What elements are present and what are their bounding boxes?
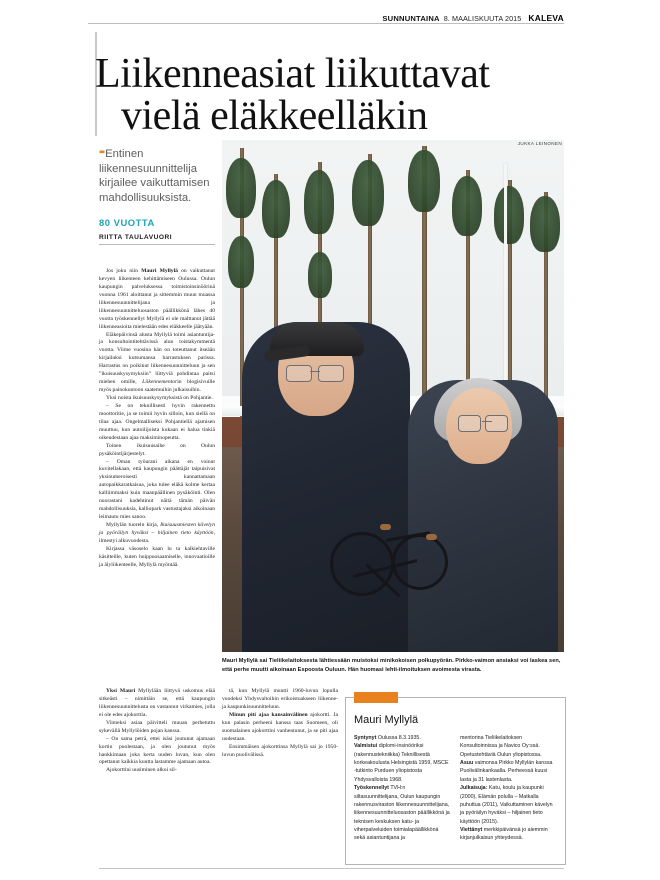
body-column-2: [222, 688, 338, 759]
masthead: [88, 7, 564, 23]
paragraph: Yksi noista ikuisuuskysymyksistä on Pohjantie.: [106, 395, 213, 401]
factbox-column-right: [460, 734, 557, 843]
tree-canopy: [262, 180, 290, 238]
tree-canopy: [408, 150, 440, 212]
masthead-rule: [88, 23, 564, 24]
page-title: [95, 51, 565, 139]
article-rail: [99, 146, 215, 244]
article-photo: [222, 140, 564, 652]
standfirst-text: Entinen liikennesuunnittelija kirjailee vaikuttamisen mahdollisuuksista.: [99, 148, 210, 205]
tree-canopy: [494, 186, 524, 244]
photo-credit: JUKKA LEINONEN: [517, 141, 562, 146]
tree-canopy: [228, 236, 254, 288]
paragraph: Julkaisuja: Katu, koulu ja kaupunki (2000), Elämän polulla – Matkalla puhuttua (2011), Vaikuttaminen kävelyn ja pyöräilyn hyväksi – hiljainen tieto käyttöön (2015).: [460, 785, 553, 825]
body-column-1-lower: [99, 688, 215, 775]
section-kicker: 80 VUOTTA: [99, 216, 155, 228]
paragraph: Asuu vaimonsa Pirkko Myllylän kanssa Puolivälinkankaalla. Perheessä kuusi lasta ja 31 lastenlasta.: [460, 760, 553, 783]
tree-canopy: [308, 252, 332, 298]
tree-canopy: [452, 176, 482, 236]
miniature-bicycle: [330, 490, 448, 596]
bicycle-wheel: [330, 532, 394, 596]
man-flat-cap: [270, 322, 364, 356]
paragraph: mentorina Tieliikelaitoksen Konsultoinnissa ja Navico Oy:ssä. Opetustehtäviä Oulun yliopistossa.: [460, 735, 542, 758]
paragraph: Ajokorttini uusiminen alkoi sil-: [106, 767, 177, 774]
paragraph: Valmistui diplomi-insinööriksi (rakennustekniikka) Teknillisestä korkeakoulusta Helsingistä 1959, MSCE -tutkinto Purduen yliopistosta Yhdysvalloista 1968.: [354, 743, 449, 783]
factbox-columns: [354, 734, 557, 843]
factbox-marker: [354, 692, 398, 703]
paragraph: tä, kun Myllylä muutti 1960-luvun lopulla vuodeksi Yhdysvaltoihin erikoistuakseen liikenne- ja kaupunkisuunnitteluun.: [222, 688, 338, 710]
woman-glasses-icon: [458, 415, 508, 430]
factbox-column-left: [354, 734, 451, 843]
masthead-day: SUNNUNTAINA: [382, 14, 440, 23]
paragraph: Viimeksi asiaa päivitteli muuan perhetuttu sykevällä Myllylöiden pojan kanssa.: [99, 719, 215, 734]
tree-canopy: [304, 170, 334, 234]
paragraph: Kirjassa väsoselo kaan lu ta kalkiehtaville käsitteille, kuten huippuosaamiselle, innovaatioille ja älyliikenteelle, Myllylä myöntää.: [99, 545, 215, 568]
masthead-date: 8. MAALISKUUTA 2015: [443, 14, 522, 23]
paragraph: – On sama peträ, ettei isäsi joutunut ajamaan kortin puolestaan, ja olen joutunut myös hankkimaan joka kerta uuden luvan, kun olen opettanut kaikkia kuutta lastamme ajamaan autoa.: [99, 735, 215, 766]
factbox: [345, 697, 566, 865]
body-column-1: [99, 268, 215, 570]
paragraph: Ensimmäisen ajokorttinsa Myllylä sai jo 1950-luvun puolivälissä.: [222, 743, 338, 758]
tree-canopy: [530, 196, 560, 252]
paragraph: Yksi Mauri Myllylään liittyvä uskomus elää sitkeästi – nimittäin se, että kaupungin liikennesuunnittelusta on vastannut virkamies, jolla ei ole edes ajokorttia.: [99, 688, 215, 718]
bicycle-grip: [380, 524, 391, 530]
paragraph: – Se on teknillisesti hyvin rakennettu moottoritie, ja se toimii hyvin silloin, kun siellä on tilaa ajaa. Ongelmalliseksi Pohjantiellä ajamisen muuttuu, kun autoilijoista kukaan ei halua tinkiä oikeudestaan ajaa maksiminopeutta.: [99, 402, 215, 441]
paragraph: Minun piti ajaa kansainvälinen ajokortti. Ja kun palasin perheeni kanssa taas Suomeen, oli suomalainen ajokorttini vanhentunut, ja se piti ajaa uudestaan.: [222, 711, 339, 742]
paragraph: Eläkepäivinsä alusta Myllylä toimi asiantuntija- ja konsultointitehtävissä alun toistakymmentä vuotta. Viime vuosina hän on toteuttanut itseään kirjailuksi kutsumansa harrastuksen parissa. Harrastus on poikinut liikennesuunnitteluun ja sen ”ikuisuuskysymyksiin” liittyviä pohdintaa paitsi miehen omille, Liikennementorin blogisivuille myös painokuntoon saatemuihin julkaisuihin.: [99, 331, 216, 394]
paragraph: Toinen ikuisuusaihe on Oulun pysäköintijärjestelyt.: [99, 442, 215, 457]
paragraph: Jos joku niin Mauri Myllylä on vaikuttanut kevyen liikenteen kehittämiseen Oulussa. Oulun kaupungin palveluksessa toimistoinsinöörinä vuonna 1961 aloittanut ja sittemmin muun muassa liikennesuunnittelijana ja liikennesuunnitteluosaston päällikkönä lähes 40 vuotta työskennellyt Myllylä ei ole malttanut jättää liikenneasioita mielestään edes eläkkeelle jäätyään.: [99, 268, 215, 330]
headline-line-1: Liikenneasiat liikuttavat: [95, 51, 490, 98]
headline-line-2: vielä eläkkeelläkin: [121, 92, 428, 139]
paragraph: – Oman työurani aikana en voinut kuvitellakaan, että kaupungin päättäjät taipuisivat yksinumeroisesti kannattamaan autopaikkaratkaisua, joka tulee eläkä kolme kertaa kalliimmaksi kuin maanpäällinen pysäköinti. Olen nuorastani kadehtinut näitä tämän päivän mahdollisuuksia, kalliopark vastustajaksi aikoinaan leimautu mies sanoo.: [99, 458, 215, 521]
paragraph: Myllylän tuoreln kirja, Ikuisuusmiesten kävelyn ja pyöräilyn hyväksi – hiljainen tieto käyttöön, ilmestyi alkuvuodesta.: [99, 522, 215, 544]
factbox-title: Mauri Myllylä: [354, 714, 419, 726]
paragraph: Työskennellyt TVH:n siltasuunnittelijana, Oulun kaupungin rakennusviraston liikennesuunnittelijana, liikennesuunnitteluosaston päällikkönä ja teknisen keskuksen katu- ja viherpalveluiden toimialapäällikkönä sekä asiantuntijana ja: [354, 785, 450, 842]
byline: RIITTA TAULAVUORI: [99, 233, 173, 241]
tree-canopy: [352, 160, 384, 226]
byline-rule: [99, 244, 215, 245]
bicycle-grip: [426, 534, 437, 540]
bottom-rule: [99, 868, 564, 869]
masthead-brand: KALEVA: [528, 13, 564, 23]
paragraph: Viettänyt merkkipäivänsä jo aiemmin kirjanjulkaisun yhteydessä.: [460, 826, 548, 842]
quote-mark-icon: ▪▪: [99, 147, 105, 158]
standfirst: [99, 146, 215, 206]
tree-canopy: [226, 158, 256, 218]
paragraph: Syntynyt Oulussa 8.3.1935.: [354, 735, 421, 741]
man-glasses-icon: [286, 365, 344, 380]
photo-caption: Mauri Myllylä sai Tieliikelaitoksesta lähtiessään muistoksi minikokoisen polkupyörän. Pirkko-vaimon ansiaksi voi laskea sen, että perhe muutti aikoinaan Espoosta Ouluun. Hän huomasi lehti-ilmoituksen avoimesta virasta.: [222, 658, 561, 673]
